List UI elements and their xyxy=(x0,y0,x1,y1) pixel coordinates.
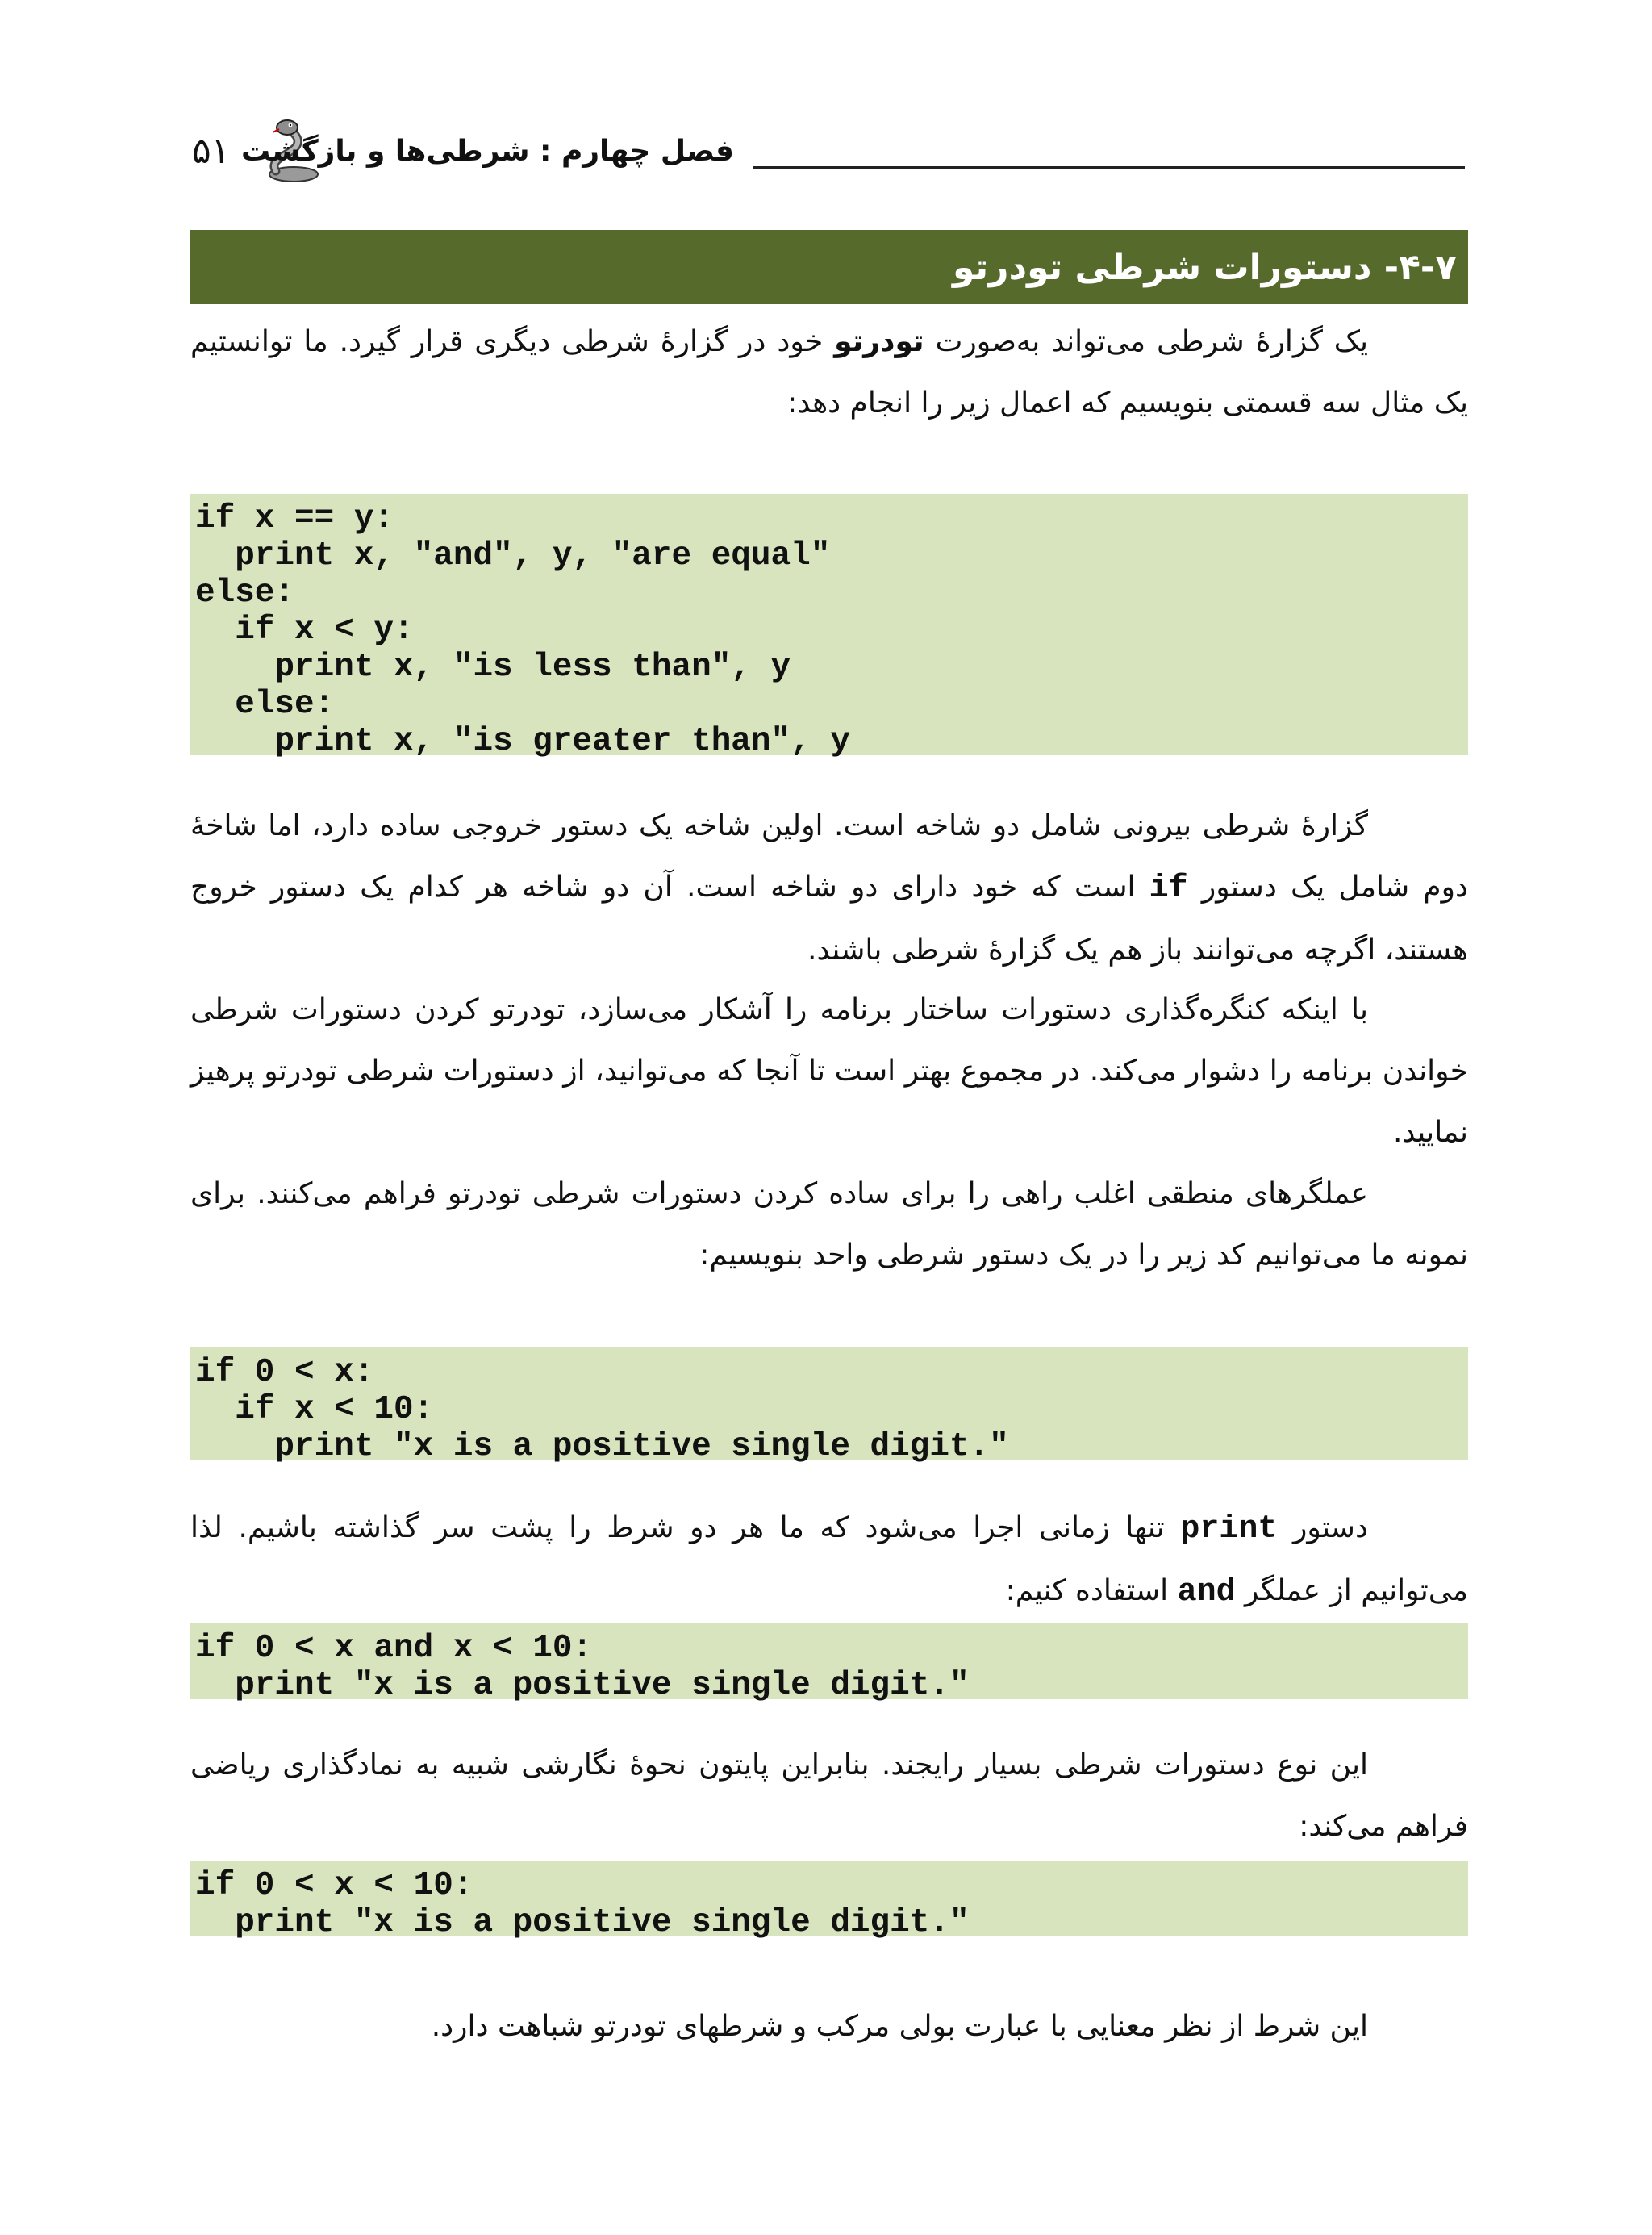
code-line: print x, "is greater than", y xyxy=(195,723,850,760)
header-rule xyxy=(753,166,1465,169)
paragraph-semantics xyxy=(190,1996,1468,2057)
code-block-nested xyxy=(190,494,1468,760)
code-line: if 0 < x < 10: xyxy=(195,1867,473,1904)
paragraph-text: این نوع دستورات شرطی بسیار رایجند. بنابراین پایتون نحوهٔ نگارشی شبیه به نمادگذاری ریاضی فراهم می‌کند: xyxy=(190,1748,1468,1843)
paragraph-logical-operators xyxy=(190,1163,1468,1286)
paragraph-text: یک گزارهٔ شرطی می‌تواند به‌صورت xyxy=(924,325,1369,358)
paragraph-indentation xyxy=(190,980,1468,1163)
chapter-title: فصل چهارم : شرطی‌ها و بازگشت xyxy=(241,135,734,168)
inline-code: if xyxy=(1149,871,1188,907)
code-line: print x, "and", y, "are equal" xyxy=(195,537,831,574)
code-line: else: xyxy=(195,686,335,723)
code-block-nested-digit xyxy=(190,1347,1468,1465)
paragraph-print-condition xyxy=(190,1498,1468,1623)
code-block-and xyxy=(190,1623,1468,1704)
code-line: print x, "is less than", y xyxy=(195,649,791,686)
paragraph-text: تنها زمانی اجرا می‌شود که ما هر دو شرط را پشت سر گذاشته باشیم. لذا می‌توانیم از عملگر xyxy=(190,1511,1468,1607)
inline-code: print xyxy=(1180,1511,1278,1548)
paragraph-text: استفاده کنیم: xyxy=(1005,1574,1178,1607)
code-line: if 0 < x and x < 10: xyxy=(195,1630,593,1667)
bold-term: تودرتو xyxy=(834,325,924,358)
code-line: if x < y: xyxy=(195,612,414,649)
code-line: if 0 < x: xyxy=(195,1354,374,1391)
inline-code: and xyxy=(1177,1574,1236,1610)
code-line: if x == y: xyxy=(195,500,394,537)
code-block-chained xyxy=(190,1861,1468,1941)
paragraph-text: گزارهٔ شرطی بیرونی شامل دو شاخه است. اولین شاخه یک دستور خروجی ساده دارد، اما شاخهٔ دوم شامل یک دستور xyxy=(190,809,1468,904)
paragraph-text: با اینکه کنگره‌گذاری دستورات ساختار برنامه را آشکار می‌سازد، تودرتو کردن دستورات شرطی خواندن برنامه را دشوار می‌کند. در مجموع بهتر است تا آنجا که می‌توانید، از دستورات شرطی تودرتو پرهیز نمایید. xyxy=(190,993,1468,1149)
code-line: print "x is a positive single digit." xyxy=(195,1667,970,1704)
page-number: ۵۱ xyxy=(192,131,231,172)
paragraph-intro xyxy=(190,311,1468,434)
code-line: else: xyxy=(195,574,295,612)
paragraph-text: خود در گزارهٔ شرطی دیگری قرار گیرد. ما توانستیم یک مثال سه قسمتی بنویسیم که اعمال زیر را انجام دهد: xyxy=(190,325,1468,420)
paragraph-text: این شرط از نظر معنایی با عبارت بولی مرکب و شرطهای تودرتو شباهت دارد. xyxy=(431,2010,1368,2043)
paragraph-text: دستور xyxy=(1277,1511,1368,1544)
paragraph-math-notation xyxy=(190,1735,1468,1857)
section-title-text: ۴-۷- دستورات شرطی تودرتو xyxy=(953,246,1457,288)
code-line: if x < 10: xyxy=(195,1391,434,1428)
code-line: print "x is a positive single digit." xyxy=(195,1904,970,1941)
section-title xyxy=(190,230,1468,304)
paragraph-text: است که خود دارای دو شاخه است. آن دو شاخه هر کدام یک دستور خروج هستند، اگرچه می‌توانند باز هم یک گزارهٔ شرطی باشند. xyxy=(190,871,1468,967)
paragraph-text: عملگرهای منطقی اغلب راهی را برای ساده کردن دستورات شرطی تودرتو فراهم می‌کنند. برای نمونه ما می‌توانیم کد زیر را در یک دستور شرطی واحد بنویسیم: xyxy=(190,1177,1468,1272)
paragraph-branches xyxy=(190,796,1468,981)
code-line: print "x is a positive single digit." xyxy=(195,1428,1009,1465)
